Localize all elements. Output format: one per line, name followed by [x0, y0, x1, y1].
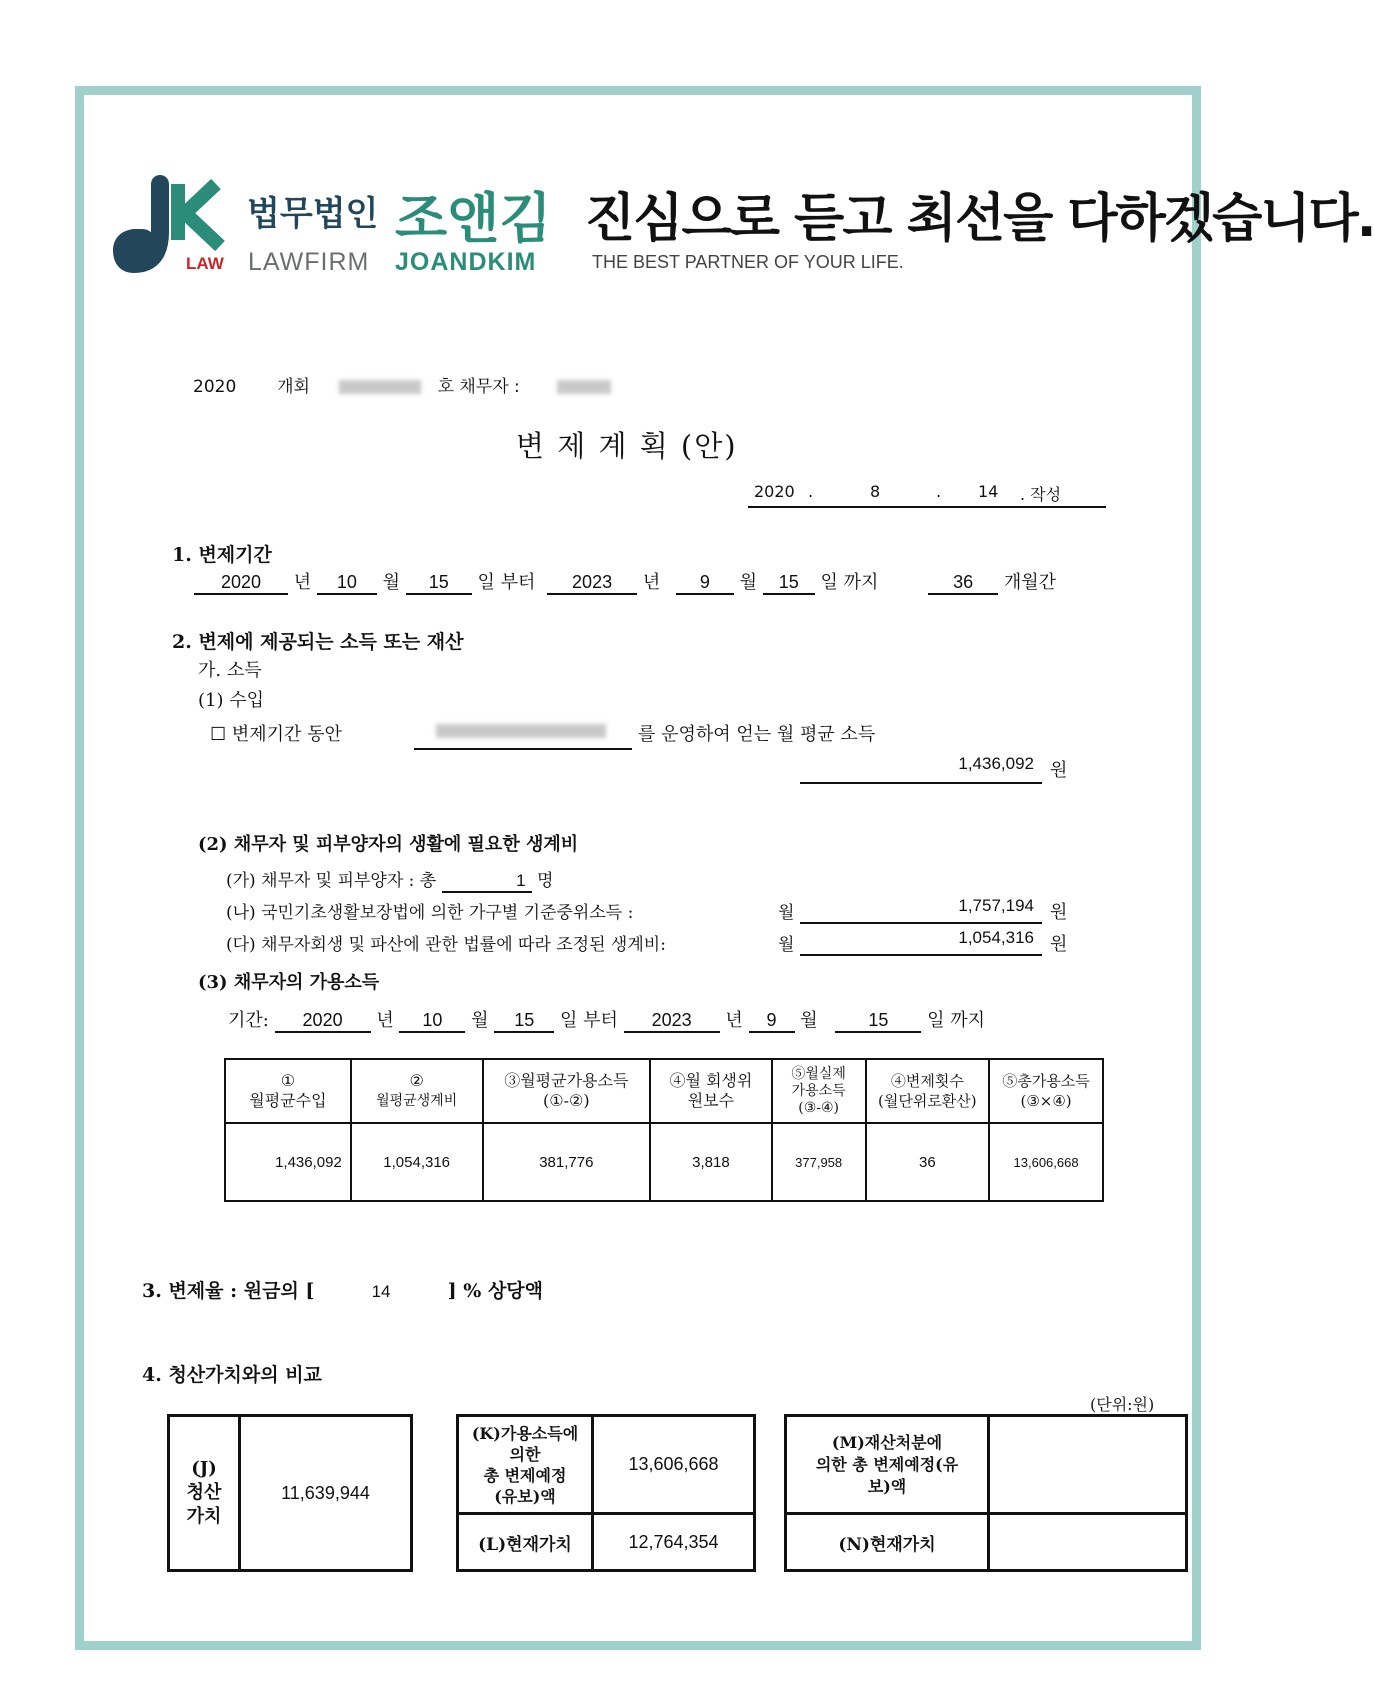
p-from-day: 15: [494, 1010, 554, 1033]
case-line: [193, 372, 611, 397]
td-actual-avail: 377,958: [772, 1123, 866, 1201]
n-value: [989, 1514, 1187, 1571]
case-year: 2020: [193, 377, 237, 397]
p-to-year: 2023: [624, 1010, 720, 1033]
section1-period: [194, 568, 1056, 595]
s1-months: 36: [928, 572, 998, 595]
td-total-avail: 13,606,668: [989, 1123, 1103, 1201]
p-from-month: 10: [399, 1010, 465, 1033]
n-label: (N)현재가치: [786, 1514, 989, 1571]
td-monthly-avail: 381,776: [483, 1123, 651, 1201]
living-c-label: (다) 채무자회생 및 파산에 관한 법률에 따라 조정된 생계비:: [226, 935, 666, 955]
p-unit-day-to: 일 까지: [927, 1010, 985, 1031]
written-sep2: .: [936, 482, 942, 501]
firm-name-en: JOANDKIM: [395, 248, 537, 276]
repay-rate: 14: [371, 1282, 391, 1301]
income-text2: 를 운영하여 얻는 월 평균 소득: [638, 724, 876, 745]
p-to-day: 15: [835, 1010, 921, 1033]
m-label: (M)재산처분에 의한 총 변제예정(유 보)액: [786, 1416, 989, 1514]
section3-heading: 3. 변제율 : 원금의 [: [142, 1280, 315, 1302]
firm-kind-kr: 법무법인: [247, 194, 379, 234]
living-b-label: (나) 국민기초생활보장법에 의한 가구별 기준중위소득 :: [226, 903, 634, 923]
repay-amount-table: [456, 1414, 756, 1572]
income-checkbox[interactable]: ☐: [210, 724, 227, 745]
living-heading: (2) 채무자 및 피부양자의 생활에 필요한 생계비: [198, 834, 579, 855]
s1-unit-day-to: 일 까지: [820, 572, 879, 593]
p-unit-year: 년: [376, 1010, 394, 1031]
p-unit-month: 월: [471, 1010, 489, 1031]
s1-to-day: 15: [763, 572, 815, 595]
th-trustee-fee: ④월 회생위 원보수: [650, 1059, 772, 1123]
s1-from-day: 15: [406, 572, 472, 595]
avail-heading: (3) 채무자의 가용소득: [198, 972, 380, 993]
written-day: 14: [978, 482, 999, 501]
th-repay-count: ④변제횟수 (월단위로환산): [866, 1059, 990, 1123]
avail-period: [228, 1006, 985, 1033]
living-a-label: (가) 채무자 및 피부양자 : 총: [226, 871, 437, 891]
case-number-redacted: [339, 380, 421, 394]
tagline: THE BEST PARTNER OF YOUR LIFE.: [592, 252, 904, 272]
s1-from-year: 2020: [194, 572, 288, 595]
section2-sub-a: 가. 소득: [198, 660, 262, 681]
living-b-value: 1,757,194: [958, 896, 1034, 915]
p-unit-month-2: 월: [800, 1010, 818, 1031]
case-label: 개회: [277, 377, 310, 397]
income-amount-field: [800, 754, 1042, 784]
income-line: [210, 720, 342, 746]
living-a-value: 1: [442, 871, 532, 893]
p-unit-day-from: 일 부터: [560, 1010, 618, 1031]
s1-unit-year-2: 년: [642, 572, 661, 593]
living-c-unit: 원: [1050, 934, 1068, 955]
s1-from-month: 10: [317, 572, 377, 595]
section1-heading: 1. 변제기간: [172, 544, 272, 566]
living-c-month: 월: [778, 935, 795, 955]
logo-law-text: LAW: [186, 254, 224, 273]
section2-heading: 2. 변제에 제공되는 소득 또는 재산: [172, 631, 464, 653]
k-value: 13,606,668: [593, 1416, 755, 1514]
written-suffix: . 작성: [1020, 485, 1062, 504]
s1-unit-month: 월: [382, 572, 400, 593]
th-monthly-income: ① 월평균수입: [225, 1059, 351, 1123]
section3-suffix: ] % 상당액: [447, 1280, 544, 1302]
slogan: 진심으로 듣고 최선을 다하겠습니다.: [585, 189, 1375, 249]
table-row: [225, 1123, 1103, 1201]
doc-title: 변 제 계 획 (안): [516, 429, 738, 463]
s1-unit-year: 년: [293, 572, 312, 593]
living-c-field: [800, 928, 1042, 956]
th-monthly-living: ② 월평균생계비: [351, 1059, 483, 1123]
th-total-avail: ⑤총가용소득 (③×④): [989, 1059, 1103, 1123]
debtor-label: 호 채무자 :: [437, 377, 520, 397]
k-label: (K)가용소득에 의한 총 변제예정 (유보)액: [458, 1416, 593, 1514]
written-month: 8: [870, 482, 881, 501]
l-value: 12,764,354: [593, 1514, 755, 1571]
s1-unit-months: 개월간: [1003, 572, 1057, 593]
period-label: 기간:: [228, 1010, 269, 1031]
td-monthly-income: 1,436,092: [225, 1123, 351, 1201]
living-b-unit: 원: [1050, 902, 1068, 923]
income-heading: (1) 수입: [198, 690, 264, 711]
firm-kind-en: LAWFIRM: [248, 248, 370, 276]
living-a: [226, 866, 553, 893]
td-trustee-fee: 3,818: [650, 1123, 772, 1201]
s1-to-year: 2023: [547, 572, 637, 595]
td-repay-count: 36: [866, 1123, 990, 1201]
s1-unit-month-2: 월: [739, 572, 758, 593]
written-year: 2020: [754, 482, 795, 501]
m-value: [989, 1416, 1187, 1514]
th-monthly-avail: ③월평균가용소득 (①-②): [483, 1059, 651, 1123]
p-from-year: 2020: [275, 1010, 371, 1033]
written-date: [748, 482, 1106, 508]
liquidation-value-table: [167, 1414, 413, 1572]
section4-heading: 4. 청산가치와의 비교: [142, 1364, 322, 1386]
p-to-month: 9: [749, 1010, 795, 1033]
written-sep1: .: [808, 482, 814, 501]
income-unit: 원: [1050, 760, 1068, 781]
p-unit-year-2: 년: [725, 1010, 743, 1031]
living-a-unit: 명: [537, 871, 554, 891]
income-text1: 변제기간 동안: [231, 724, 342, 745]
asset-disposal-table: [784, 1414, 1188, 1572]
income-table: [224, 1058, 1104, 1202]
l-label: (L)현재가치: [458, 1514, 593, 1571]
living-c-value: 1,054,316: [958, 928, 1034, 947]
debtor-name-redacted: [557, 380, 611, 394]
business-name-redacted: [436, 724, 606, 738]
j-label: (J) 청산 가치: [169, 1416, 240, 1571]
j-value: 11,639,944: [240, 1416, 412, 1571]
s1-unit-day-from: 일 부터: [477, 572, 536, 593]
living-b-month: 월: [778, 903, 795, 923]
s1-to-month: 9: [676, 572, 734, 595]
living-b-field: [800, 896, 1042, 924]
firm-name-kr: 조앤김: [395, 187, 552, 250]
td-monthly-living: 1,054,316: [351, 1123, 483, 1201]
th-actual-avail: ⑤월실제 가용소득 (③-④): [772, 1059, 866, 1123]
income-amount: 1,436,092: [958, 754, 1034, 773]
business-name-field: [414, 716, 632, 750]
section3-line: [142, 1276, 543, 1303]
income-table-header: [225, 1059, 1103, 1123]
unit-note: (단위:원): [1090, 1395, 1155, 1414]
